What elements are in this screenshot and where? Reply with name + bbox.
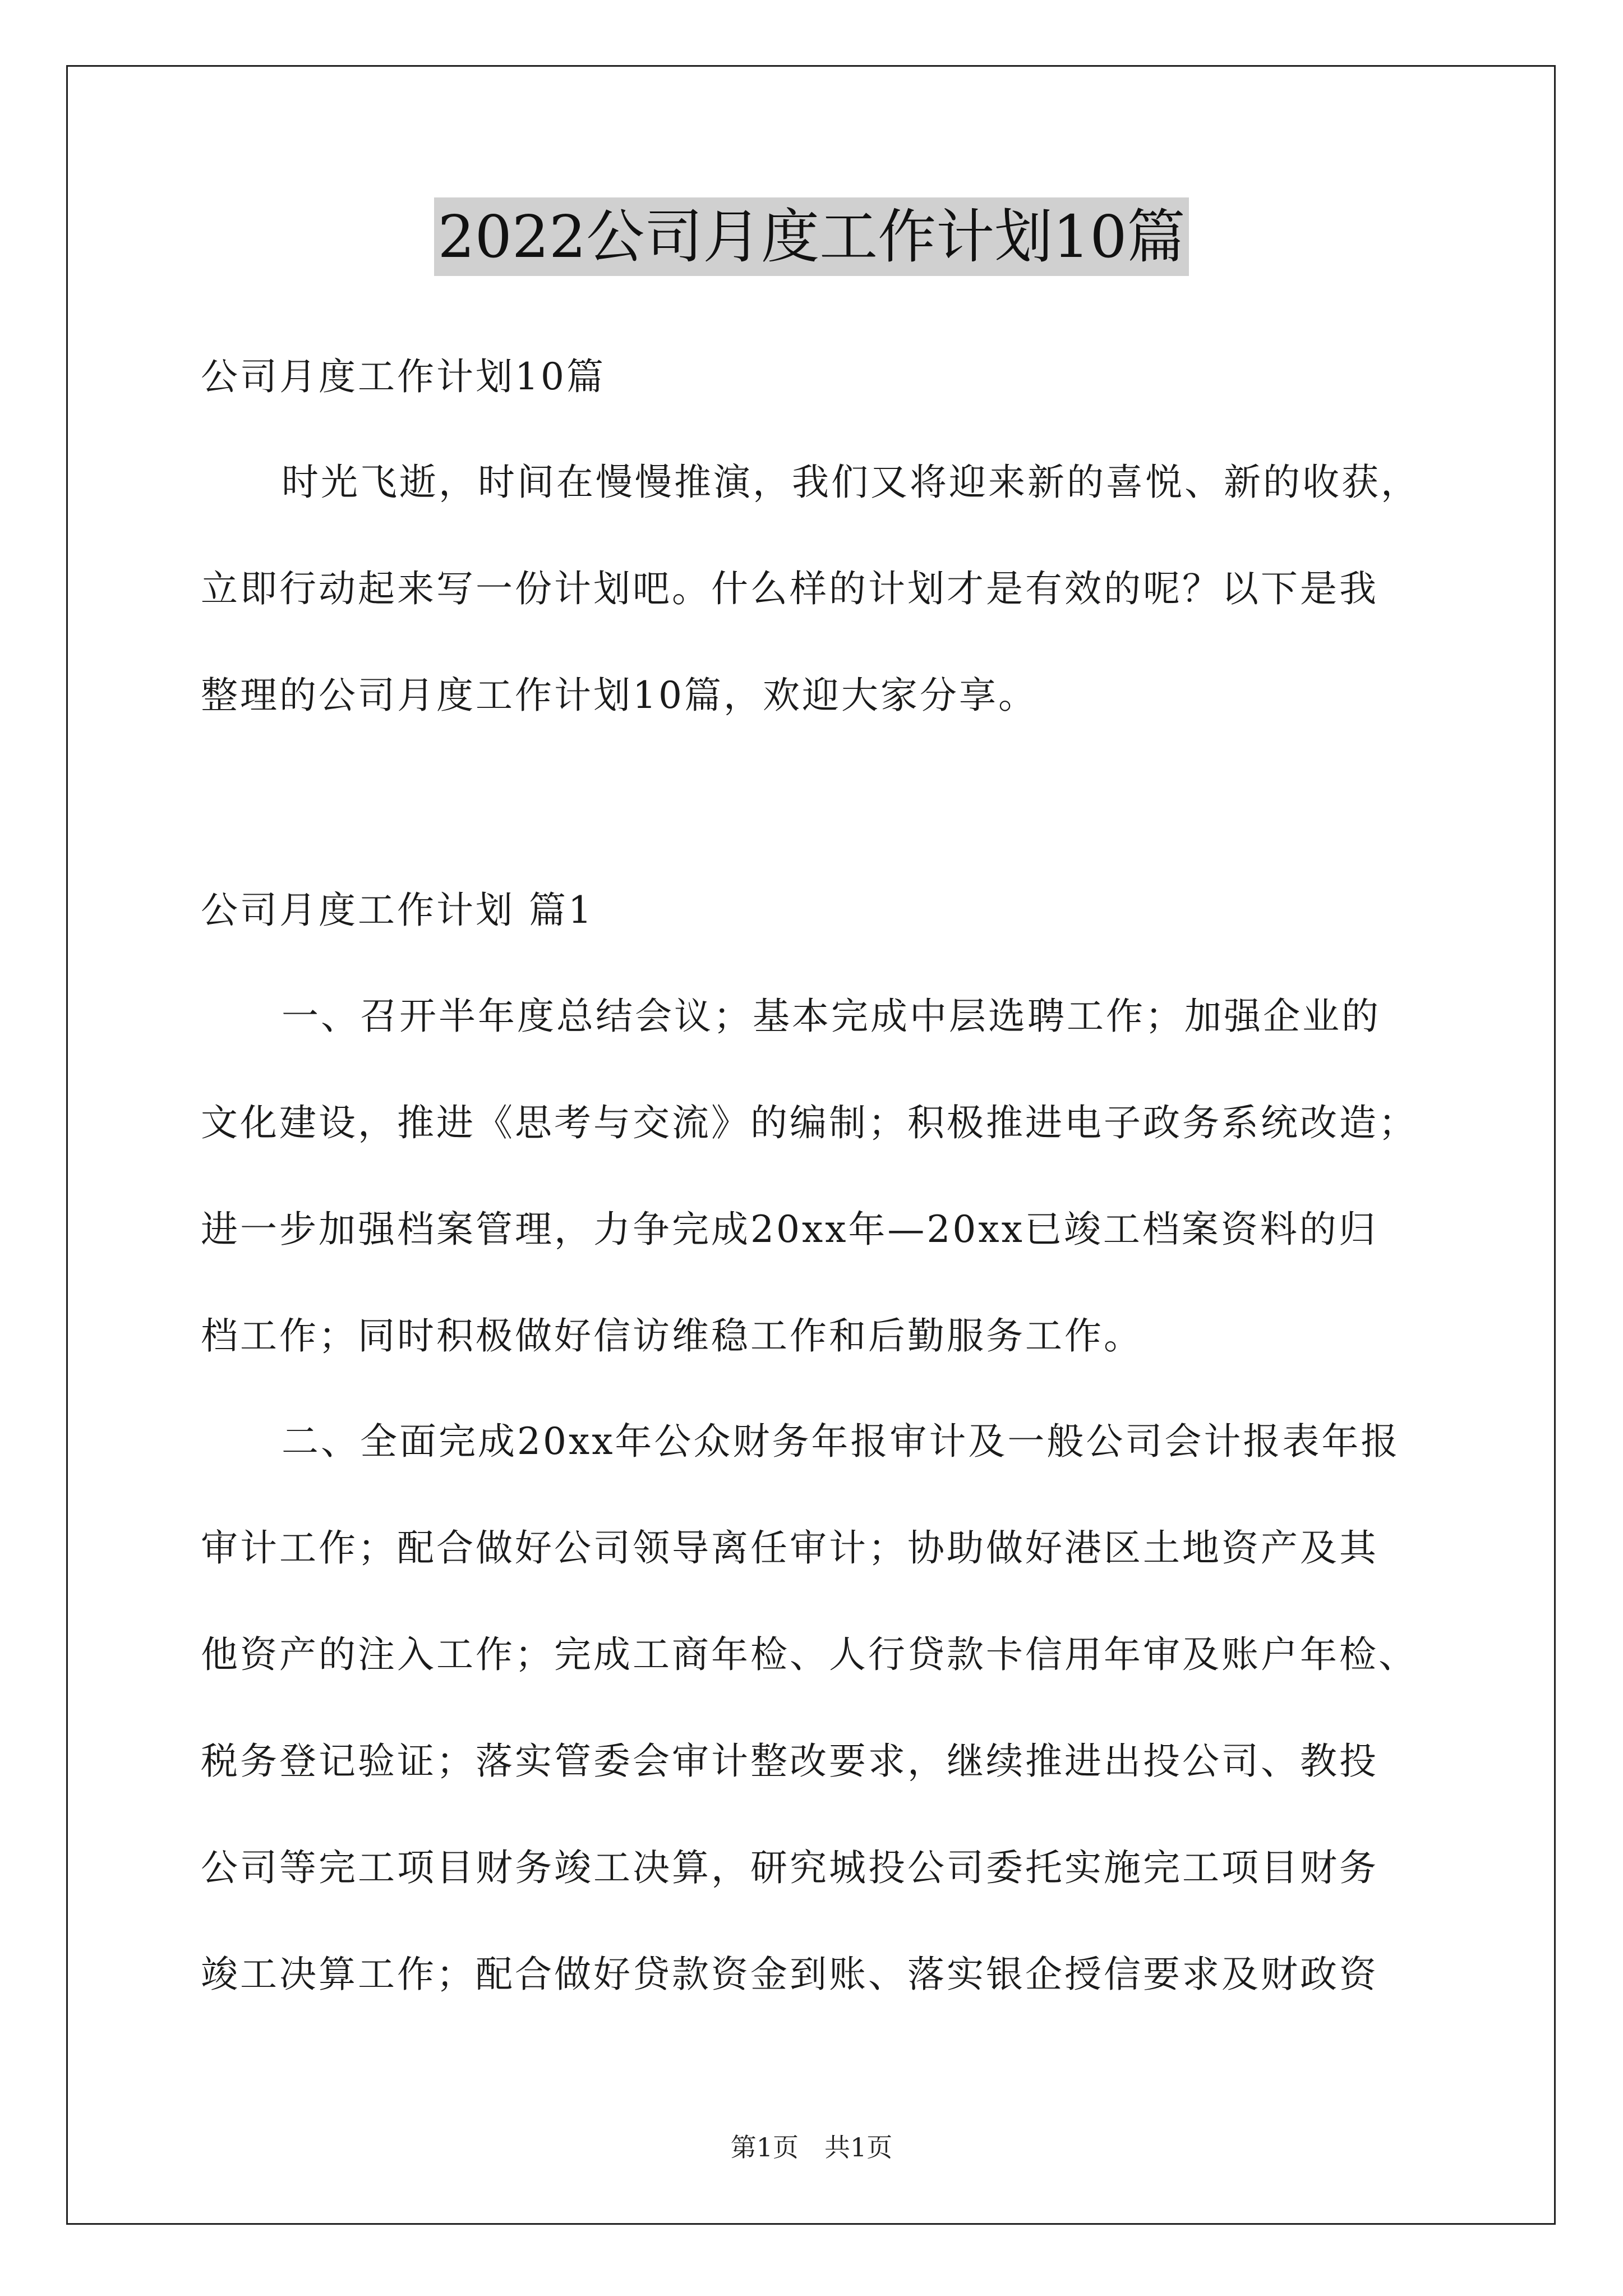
title-container bbox=[0, 197, 1623, 276]
para2-line-5: 公司等完工项目财务竣工决算，研究城投公司委托实施完工项目财务 bbox=[201, 1846, 1378, 1889]
section-heading: 公司月度工作计划 篇1 bbox=[201, 889, 594, 932]
para2-line-3: 他资产的注入工作；完成工商年检、人行贷款卡信用年审及账户年检、 bbox=[201, 1633, 1418, 1676]
document-title: 2022公司月度工作计划10篇 bbox=[434, 197, 1188, 276]
intro-line-1: 时光飞逝，时间在慢慢推演，我们又将迎来新的喜悦、新的收获， bbox=[282, 461, 1420, 504]
para2-line-6: 竣工决算工作；配合做好贷款资金到账、落实银企授信要求及财政资 bbox=[201, 1953, 1378, 1996]
page-footer: 第1页 共1页 bbox=[730, 2132, 893, 2162]
document-subtitle: 公司月度工作计划10篇 bbox=[201, 355, 606, 398]
intro-line-3: 整理的公司月度工作计划10篇，欢迎大家分享。 bbox=[201, 674, 1038, 717]
intro-line-2: 立即行动起来写一份计划吧。什么样的计划才是有效的呢？以下是我 bbox=[201, 567, 1378, 610]
para1-line-2: 文化建设，推进《思考与交流》的编制；积极推进电子政务系统改造； bbox=[201, 1101, 1418, 1144]
para2-line-4: 税务登记验证；落实管委会审计整改要求，继续推进出投公司、教投 bbox=[201, 1740, 1378, 1783]
para2-line-2: 审计工作；配合做好公司领导离任审计；协助做好港区土地资产及其 bbox=[201, 1526, 1378, 1570]
para1-line-3: 进一步加强档案管理，力争完成20xx年—20xx已竣工档案资料的归 bbox=[201, 1208, 1378, 1251]
para1-line-1: 一、召开半年度总结会议；基本完成中层选聘工作；加强企业的 bbox=[282, 995, 1381, 1038]
para2-line-1: 二、全面完成20xx年公众财务年报审计及一般公司会计报表年报 bbox=[282, 1420, 1400, 1463]
para1-line-4: 档工作；同时积极做好信访维稳工作和后勤服务工作。 bbox=[201, 1314, 1143, 1358]
